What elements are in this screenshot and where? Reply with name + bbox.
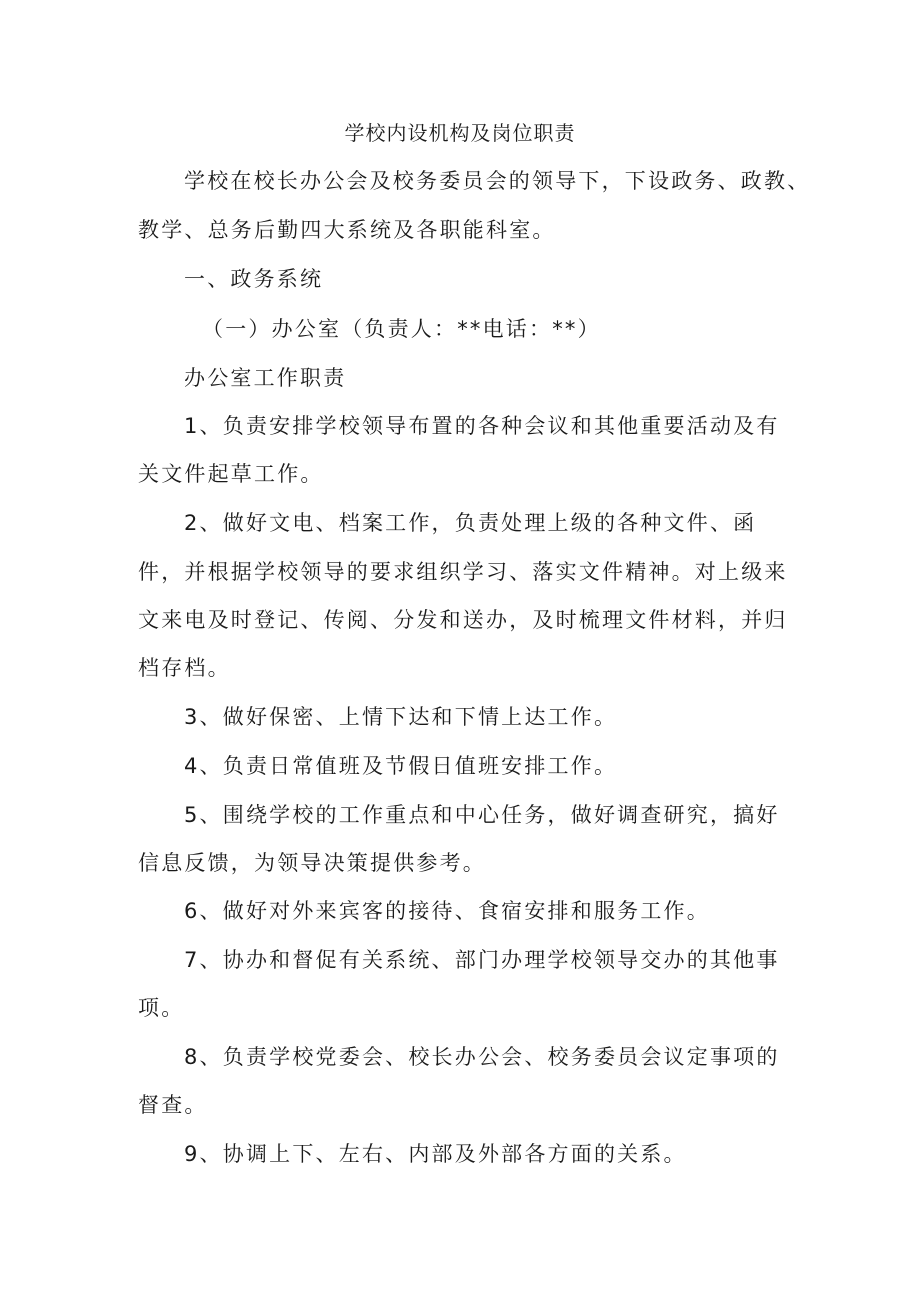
item-2-line-3: 文来电及时登记、传阅、分发和送办，及时梳理文件材料，并归: [138, 608, 788, 632]
item-7-line-1: 7、协办和督促有关系统、部门办理学校领导交办的其他事: [184, 948, 780, 972]
intro-line-1: 学校在校长办公会及校务委员会的领导下，下设政务、政教、: [184, 169, 811, 193]
item-6-line-1: 6、做好对外来宾客的接待、食宿安排和服务工作。: [184, 899, 710, 923]
duties-heading: 办公室工作职责: [184, 366, 347, 390]
item-2-line-2: 件，并根据学校领导的要求组织学习、落实文件精神。对上级来: [138, 560, 788, 584]
item-1-line-1: 1、负责安排学校领导布置的各种会议和其他重要活动及有: [184, 414, 780, 438]
document-title: 学校内设机构及岗位职责: [344, 121, 576, 145]
item-9-line-1: 9、协调上下、左右、内部及外部各方面的关系。: [184, 1142, 687, 1166]
subsection-heading: （一）办公室（负责人：**电话：**）: [202, 317, 601, 341]
intro-line-2: 教学、总务后勤四大系统及各职能科室。: [138, 218, 556, 242]
item-7-line-2: 项。: [138, 996, 185, 1020]
item-3-line-1: 3、做好保密、上情下达和下情上达工作。: [184, 705, 618, 729]
item-8-line-1: 8、负责学校党委会、校长办公会、校务委员会议定事项的: [184, 1045, 780, 1069]
item-8-line-2: 督查。: [138, 1093, 208, 1117]
item-5-line-2: 信息反馈，为领导决策提供参考。: [138, 851, 486, 875]
item-5-line-1: 5、围绕学校的工作重点和中心任务，做好调查研究，搞好: [184, 803, 780, 827]
item-2-line-4: 档存档。: [138, 656, 231, 680]
item-2-line-1: 2、做好文电、档案工作，负责处理上级的各种文件、函: [184, 511, 757, 535]
section-heading: 一、政务系统: [184, 267, 324, 291]
item-1-line-2: 关文件起草工作。: [138, 462, 324, 486]
item-4-line-1: 4、负责日常值班及节假日值班安排工作。: [184, 754, 618, 778]
